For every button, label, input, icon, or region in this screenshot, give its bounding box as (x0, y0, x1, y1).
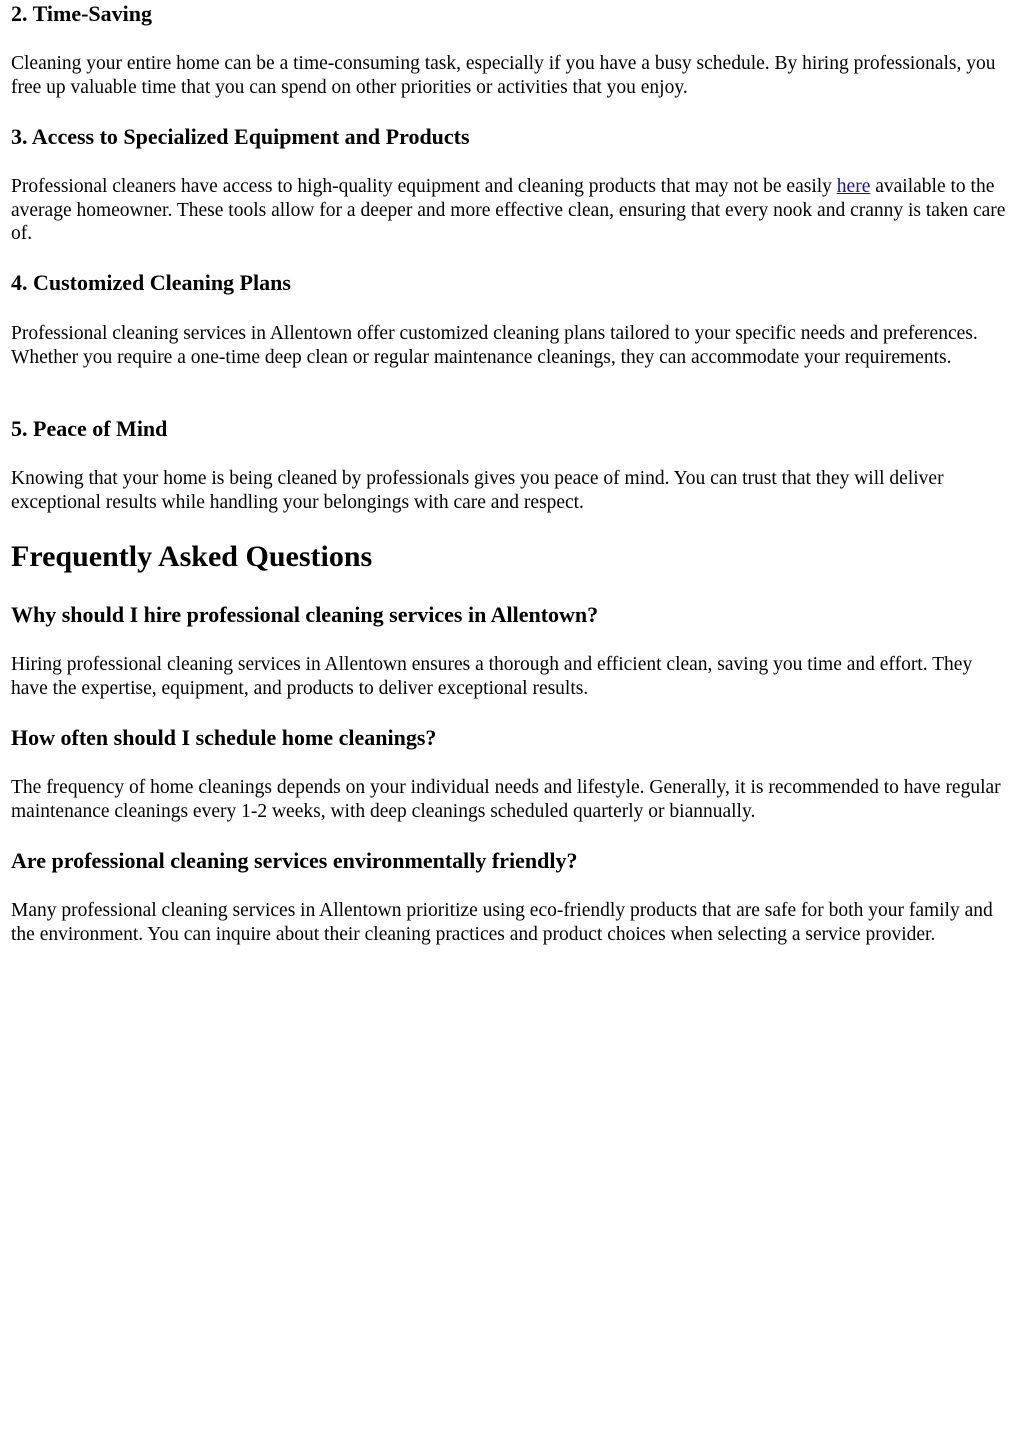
faq-answer-eco-friendly: Many professional cleaning services in Allentown prioritize using eco-friendly products that are safe for both your family and the environment. You can inquire about their cleaning practices and product choices when selecting a service provider. (11, 900, 993, 945)
section-paragraph-specialized-equipment (11, 175, 1013, 246)
section-paragraph-customized-plans: Professional cleaning services in Allentown offer customized cleaning plans tailored to your specific needs and preferences. Whether you require a one-time deep clean or regular maintenance cleanings, they can accommodate your requirements. (11, 323, 978, 368)
section-paragraph-peace-of-mind: Knowing that your home is being cleaned by professionals gives you peace of mind. You can trust that they will deliver exceptional results while handling your belongings with care and respect. (11, 468, 944, 513)
section-paragraph-time-saving: Cleaning your entire home can be a time-consuming task, especially if you have a busy schedule. By hiring professionals, you free up valuable time that you can spend on other priorities or activities that you enjoy. (11, 53, 996, 98)
section-heading-specialized-equipment: 3. Access to Specialized Equipment and Products (11, 124, 470, 149)
faq-answer-how-often: The frequency of home cleanings depends on your individual needs and lifestyle. Generally, it is recommended to have regular maintenance cleanings every 1-2 weeks, with deep cleanings scheduled quarterly or biannually. (11, 777, 1001, 822)
section-heading-customized-plans: 4. Customized Cleaning Plans (11, 270, 291, 295)
faq-question-eco-friendly: Are professional cleaning services environmentally friendly? (11, 848, 578, 873)
here-link[interactable]: here (836, 176, 871, 197)
paragraph-text-before-link: Professional cleaners have access to high-quality equipment and cleaning products that may not be easily (11, 176, 837, 197)
paragraph-text-after-link: available to the average homeowner. These tools allow for a deeper and more effective clean, ensuring that every nook and cranny is taken care of. (11, 176, 1006, 244)
faq-answer-why-hire: Hiring professional cleaning services in Allentown ensures a thorough and efficient clean, saving you time and effort. They have the expertise, equipment, and products to deliver exceptional results. (11, 654, 973, 699)
faq-title: Frequently Asked Questions (11, 540, 373, 573)
faq-question-why-hire: Why should I hire professional cleaning services in Allentown? (11, 602, 599, 627)
section-heading-peace-of-mind: 5. Peace of Mind (11, 416, 168, 441)
faq-question-how-often: How often should I schedule home cleanings? (11, 725, 437, 750)
section-heading-time-saving: 2. Time-Saving (11, 1, 152, 26)
